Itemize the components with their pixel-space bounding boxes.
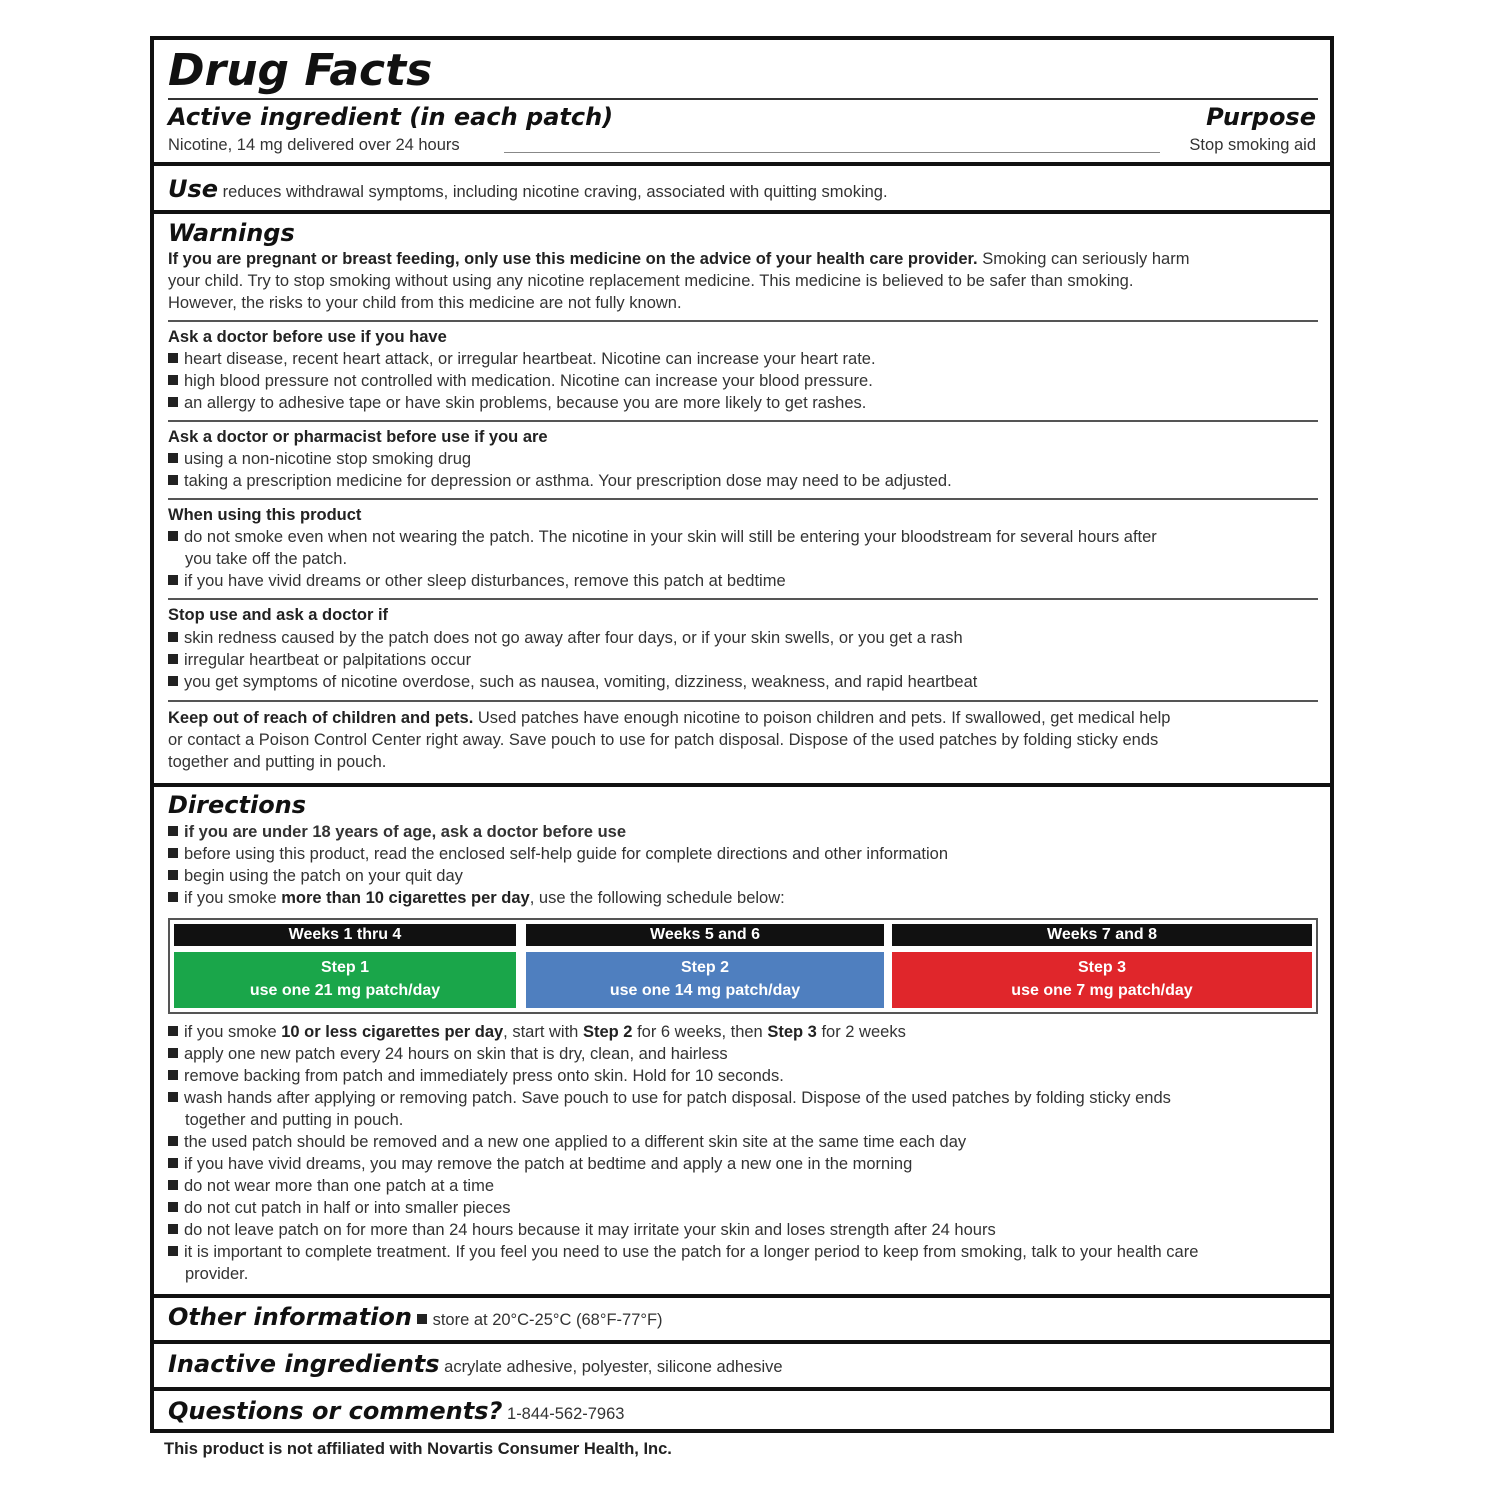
bullet-icon <box>168 1070 178 1080</box>
bullet-icon <box>168 453 178 463</box>
when-using-item: do not smoke even when not wearing the patch. The nicotine in your skin will still be entering your bloodstream for several hours after <box>168 526 1157 548</box>
bullet-icon <box>417 1314 427 1324</box>
schedule-step-3 <box>892 952 1312 1008</box>
other-information-text: store at 20°C-25°C (68°F-77°F) <box>432 1311 663 1329</box>
use-section <box>168 174 888 207</box>
directions-heading: Directions <box>168 791 307 819</box>
bullet-icon <box>168 848 178 858</box>
stop-use-item: skin redness caused by the patch does not go away after four days, or if your skin swells, or you get a rash <box>168 627 963 649</box>
directions-item: if you smoke 10 or less cigarettes per day, start with Step 2 for 6 weeks, then Step 3 for 2 weeks <box>168 1021 906 1043</box>
use-text: reduces withdrawal symptoms, including nicotine craving, associated with quitting smoking. <box>222 183 888 201</box>
use-heading: Use <box>168 175 219 203</box>
bullet-icon <box>168 1158 178 1168</box>
schedule-step-2 <box>526 952 884 1008</box>
ask-doctor-heading: Ask a doctor before use if you have <box>168 328 447 346</box>
ask-pharmacist-item: using a non-nicotine stop smoking drug <box>168 448 471 470</box>
when-using-heading: When using this product <box>168 506 362 524</box>
rule-after-warnings <box>154 783 1330 787</box>
bullet-icon <box>168 632 178 642</box>
directions-item-continued: provider. <box>185 1265 249 1283</box>
bullet-icon <box>168 1180 178 1190</box>
keep-out-text-2: or contact a Poison Control Center right away. Save pouch to use for patch disposal. Dispose of the used patches by folding sticky ends <box>168 731 1159 749</box>
step-3-dose: use one 7 mg patch/day <box>1011 982 1193 999</box>
directions-item: apply one new patch every 24 hours on skin that is dry, clean, and hairless <box>168 1043 728 1065</box>
bullet-icon <box>168 676 178 686</box>
dosing-schedule-table <box>168 918 1318 1014</box>
bullet-icon <box>168 1202 178 1212</box>
purpose-text: Stop smoking aid <box>1189 136 1316 154</box>
keep-out-line-1 <box>168 707 1170 729</box>
purpose-heading: Purpose <box>1206 103 1316 131</box>
warnings-heading: Warnings <box>168 219 295 247</box>
directions-item-continued: together and putting in pouch. <box>185 1111 404 1129</box>
keep-out-bold: Keep out of reach of children and pets. <box>168 709 474 727</box>
directions-item: if you smoke more than 10 cigarettes per day, use the following schedule below: <box>168 887 785 909</box>
when-using-item-continued: you take off the patch. <box>185 550 348 568</box>
step-1-dose: use one 21 mg patch/day <box>249 982 441 999</box>
stop-use-item: you get symptoms of nicotine overdose, such as nausea, vomiting, dizziness, weakness, and rapid heartbeat <box>168 671 977 693</box>
directions-item: do not cut patch in half or into smaller pieces <box>168 1197 511 1219</box>
step-2-dose: use one 14 mg patch/day <box>609 982 801 999</box>
schedule-header-1: Weeks 1 thru 4 <box>174 924 516 946</box>
bullet-icon <box>168 531 178 541</box>
bullet-icon <box>168 475 178 485</box>
inactive-ingredients-section <box>168 1349 783 1382</box>
rule-warnings-2 <box>168 420 1318 422</box>
keep-out-text-1: Used patches have enough nicotine to poison children and pets. If swallowed, get medical help <box>477 709 1171 727</box>
rule-after-inactive <box>154 1387 1330 1391</box>
drug-facts-panel <box>150 36 1334 1433</box>
active-ingredient-heading: Active ingredient (in each patch) <box>168 103 614 131</box>
rule-after-directions <box>154 1294 1330 1298</box>
ask-pharmacist-item: taking a prescription medicine for depression or asthma. Your prescription dose may need to be adjusted. <box>168 470 952 492</box>
other-information-section <box>168 1302 663 1335</box>
bullet-icon <box>168 353 178 363</box>
schedule-step-1 <box>174 952 516 1008</box>
rule-after-active <box>154 162 1330 166</box>
pregnant-warning-text-1: Smoking can seriously harm <box>982 250 1190 268</box>
ask-pharmacist-heading: Ask a doctor or pharmacist before use if you are <box>168 428 548 446</box>
bullet-icon <box>168 654 178 664</box>
inactive-ingredients-text: acrylate adhesive, polyester, silicone adhesive <box>444 1358 783 1376</box>
ask-doctor-item: an allergy to adhesive tape or have skin problems, because you are more likely to get rashes. <box>168 392 866 414</box>
directions-item: the used patch should be removed and a new one applied to a different skin site at the same time each day <box>168 1131 966 1153</box>
directions-item: do not leave patch on for more than 24 hours because it may irritate your skin and loses strength after 24 hours <box>168 1219 996 1241</box>
drug-facts-title: Drug Facts <box>168 45 433 96</box>
directions-item: if you are under 18 years of age, ask a doctor before use <box>168 821 626 843</box>
questions-phone: 1-844-562-7963 <box>507 1405 625 1423</box>
stop-use-heading: Stop use and ask a doctor if <box>168 606 389 624</box>
directions-item: do not wear more than one patch at a time <box>168 1175 494 1197</box>
ask-doctor-item: heart disease, recent heart attack, or irregular heartbeat. Nicotine can increase your heart rate. <box>168 348 876 370</box>
bullet-icon <box>168 1224 178 1234</box>
bullet-icon <box>168 1246 178 1256</box>
keep-out-text-3: together and putting in pouch. <box>168 753 387 771</box>
bullet-icon <box>168 1092 178 1102</box>
bullet-icon <box>168 375 178 385</box>
bullet-icon <box>168 826 178 836</box>
when-using-item: if you have vivid dreams or other sleep disturbances, remove this patch at bedtime <box>168 570 786 592</box>
directions-item: before using this product, read the enclosed self-help guide for complete directions and other information <box>168 843 948 865</box>
directions-item: remove backing from patch and immediately press onto skin. Hold for 10 seconds. <box>168 1065 784 1087</box>
bullet-icon <box>168 892 178 902</box>
questions-section <box>168 1396 624 1429</box>
rule-after-other <box>154 1340 1330 1344</box>
schedule-header-2: Weeks 5 and 6 <box>526 924 884 946</box>
directions-item: wash hands after applying or removing patch. Save pouch to use for patch disposal. Dispose of the used patches by folding sticky ends <box>168 1087 1171 1109</box>
dotted-leader <box>504 152 1160 153</box>
rule-warnings-1 <box>168 320 1318 322</box>
questions-heading: Questions or comments? <box>168 1397 503 1425</box>
stop-use-item: irregular heartbeat or palpitations occur <box>168 649 471 671</box>
inactive-ingredients-heading: Inactive ingredients <box>168 1350 440 1378</box>
bullet-icon <box>168 575 178 585</box>
pregnant-warning-text-3: However, the risks to your child from this medicine are not fully known. <box>168 294 682 312</box>
rule-after-use <box>154 210 1330 214</box>
title-rule <box>168 98 1318 100</box>
bullet-icon <box>168 1136 178 1146</box>
rule-warnings-3 <box>168 498 1318 500</box>
schedule-header-3: Weeks 7 and 8 <box>892 924 1312 946</box>
bullet-icon <box>168 397 178 407</box>
step-2-label: Step 2 <box>680 959 729 976</box>
directions-item: if you have vivid dreams, you may remove the patch at bedtime and apply a new one in the morning <box>168 1153 912 1175</box>
directions-item: it is important to complete treatment. If you feel you need to use the patch for a longer period to keep from smoking, talk to your health care <box>168 1241 1198 1263</box>
rule-warnings-5 <box>168 700 1318 702</box>
pregnant-warning-text-2: your child. Try to stop smoking without using any nicotine replacement medicine. This medicine is believed to be safer than smoking. <box>168 272 1134 290</box>
pregnant-warning-bold: If you are pregnant or breast feeding, only use this medicine on the advice of your health care provider. <box>168 250 978 268</box>
directions-item: begin using the patch on your quit day <box>168 865 463 887</box>
ask-doctor-item: high blood pressure not controlled with medication. Nicotine can increase your blood pressure. <box>168 370 873 392</box>
bullet-icon <box>168 1026 178 1036</box>
step-3-label: Step 3 <box>1077 959 1126 976</box>
rule-warnings-4 <box>168 598 1318 600</box>
bullet-icon <box>168 870 178 880</box>
active-ingredient-text: Nicotine, 14 mg delivered over 24 hours <box>168 136 460 154</box>
footer-disclaimer: This product is not affiliated with Novartis Consumer Health, Inc. <box>164 1440 672 1458</box>
step-1-label: Step 1 <box>320 959 369 976</box>
pregnant-line-1 <box>168 248 1189 270</box>
bullet-icon <box>168 1048 178 1058</box>
other-information-heading: Other information <box>168 1303 412 1331</box>
